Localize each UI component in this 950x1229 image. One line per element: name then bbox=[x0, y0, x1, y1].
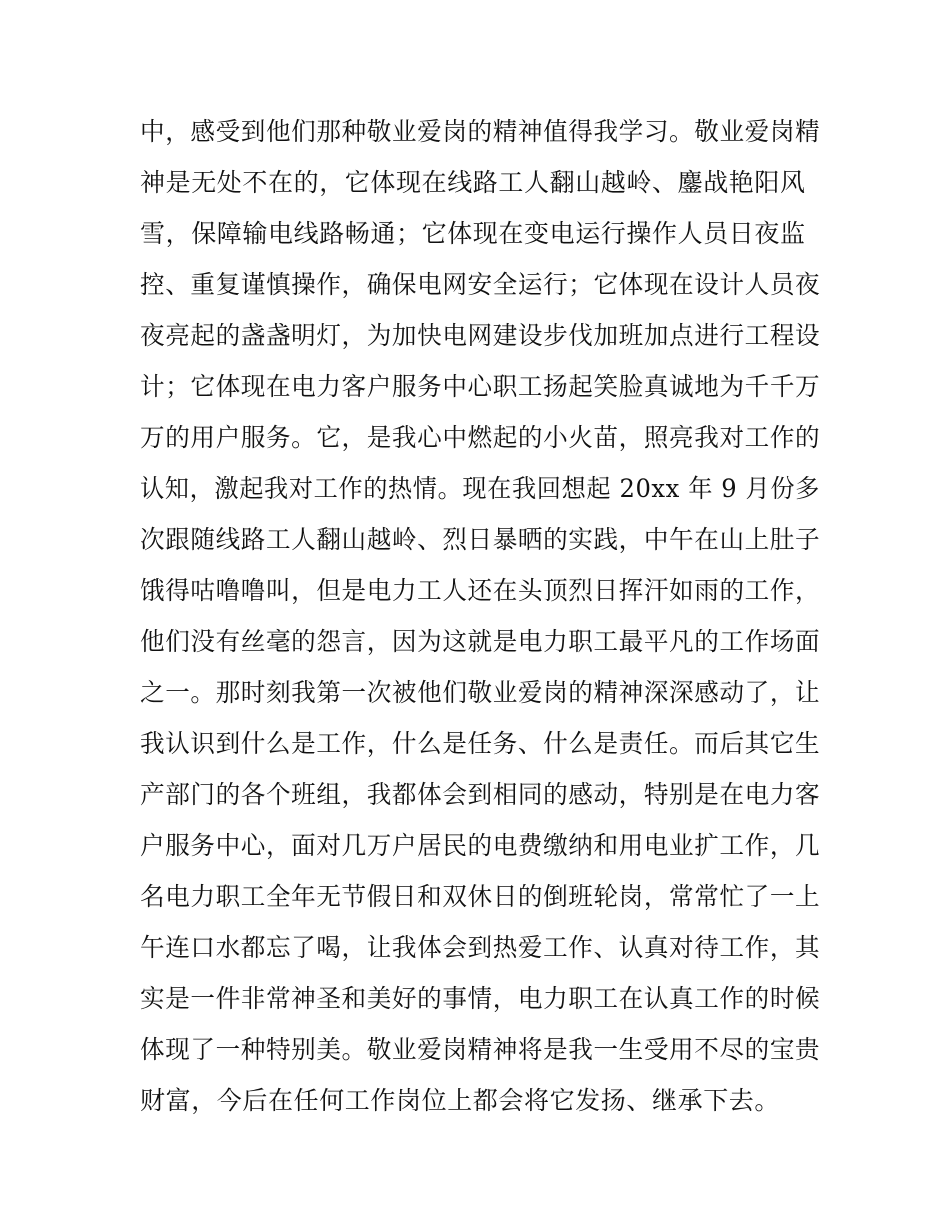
text-line-10: 饿得咕噜噜叫，但是电力工人还在头顶烈日挥汗如雨的工作， bbox=[140, 576, 821, 605]
text-line-4: 控、重复谨慎操作，确保电网安全运行；它体现在设计人员夜 bbox=[140, 270, 821, 299]
text-line-1: 中，感受到他们那种敬业爱岗的精神值得我学习。敬业爱岗精 bbox=[140, 117, 821, 146]
text-line-2: 神是无处不在的，它体现在线路工人翻山越岭、鏖战艳阳风 bbox=[140, 168, 806, 197]
text-line-20: 财富，今后在任何工作岗位上都会将它发扬、继承下去。 bbox=[140, 1086, 781, 1115]
text-line-14: 产部门的各个班组，我都体会到相同的感动，特别是在电力客 bbox=[140, 780, 821, 809]
text-line-17: 午连口水都忘了喝，让我体会到热爱工作、认真对待工作，其 bbox=[140, 933, 821, 962]
text-line-9: 次跟随线路工人翻山越岭、烈日暴晒的实践，中午在山上肚子 bbox=[140, 525, 821, 554]
text-line-13: 我认识到什么是工作，什么是任务、什么是责任。而后其它生 bbox=[140, 729, 821, 758]
text-line-18: 实是一件非常神圣和美好的事情，电力职工在认真工作的时候 bbox=[140, 984, 821, 1013]
text-line-15: 户服务中心，面对几万户居民的电费缴纳和用电业扩工作，几 bbox=[140, 831, 821, 860]
text-line-12: 之一。那时刻我第一次被他们敬业爱岗的精神深深感动了，让 bbox=[140, 678, 821, 707]
text-line-3: 雪，保障输电线路畅通；它体现在变电运行操作人员日夜监 bbox=[140, 219, 806, 248]
text-line-5: 夜亮起的盏盏明灯，为加快电网建设步伐加班加点进行工程设 bbox=[140, 321, 821, 350]
text-line-8: 认知，激起我对工作的热情。现在我回想起 20xx 年 9 月份多 bbox=[140, 474, 820, 503]
text-line-19: 体现了一种特别美。敬业爱岗精神将是我一生受用不尽的宝贵 bbox=[140, 1035, 821, 1064]
text-line-6: 计；它体现在电力客户服务中心职工扬起笑脸真诚地为千千万 bbox=[140, 372, 821, 401]
text-line-11: 他们没有丝毫的怨言，因为这就是电力职工最平凡的工作场面 bbox=[140, 627, 821, 656]
text-line-16: 名电力职工全年无节假日和双休日的倒班轮岗，常常忙了一上 bbox=[140, 882, 821, 911]
text-line-7: 万的用户服务。它，是我心中燃起的小火苗，照亮我对工作的 bbox=[140, 423, 821, 452]
body-paragraph bbox=[140, 106, 820, 1126]
